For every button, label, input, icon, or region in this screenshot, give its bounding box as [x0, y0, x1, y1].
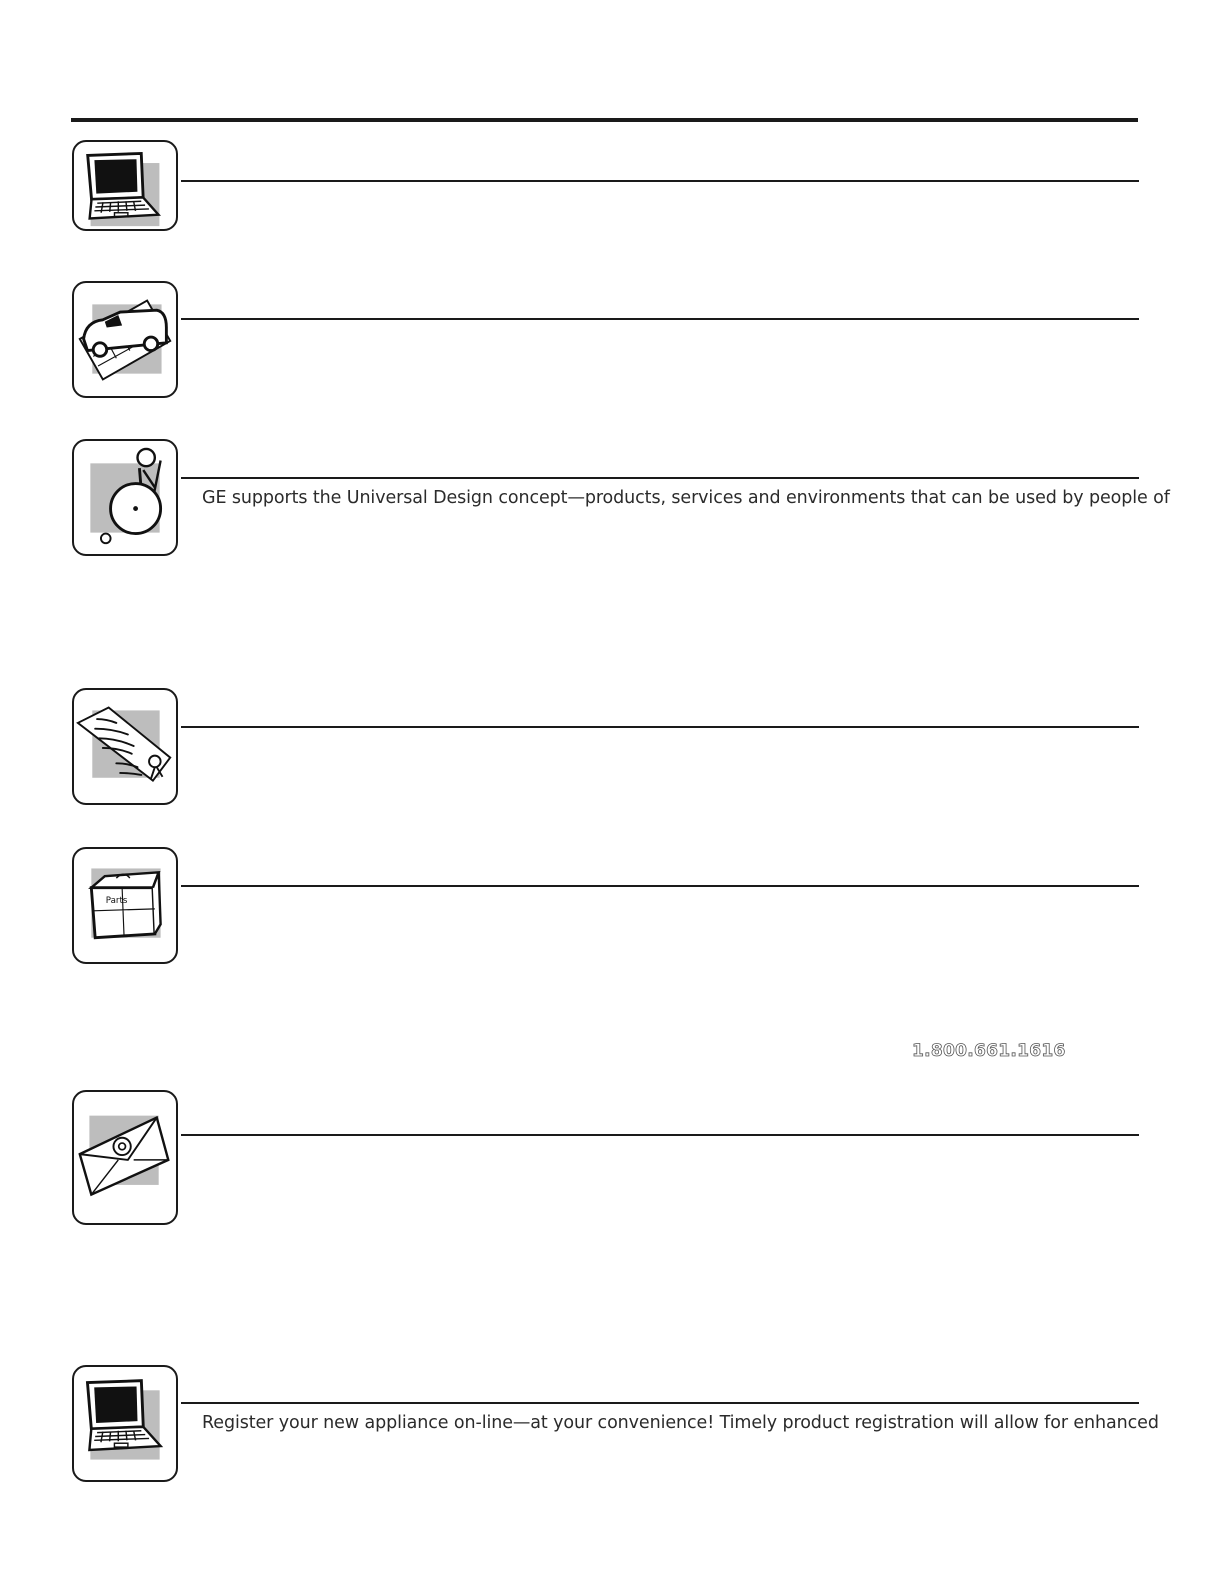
section-rule — [181, 1134, 1139, 1136]
section-rule — [181, 318, 1139, 320]
wheelchair-icon — [72, 439, 178, 556]
section-rule — [181, 726, 1139, 728]
section-rule — [181, 180, 1139, 182]
registration-text: Register your new appliance on-line—at your convenience! Timely product registration will allow for enhanced — [202, 1413, 1159, 1433]
parts-box-icon — [72, 847, 178, 964]
parts-label: Parts — [105, 896, 128, 907]
certificate-icon — [72, 688, 178, 805]
laptop-icon — [72, 1365, 178, 1482]
service-van-icon — [72, 281, 178, 398]
top-rule — [71, 118, 1138, 122]
universal-design-text: GE supports the Universal Design concept—products, services and environments that can be used by people of — [202, 488, 1170, 508]
laptop-icon — [72, 140, 178, 231]
section-rule — [181, 477, 1139, 479]
envelope-at-icon — [72, 1090, 178, 1225]
phone-number: 1.800.661.1616 — [912, 1041, 1066, 1061]
section-rule — [181, 885, 1139, 887]
section-rule — [181, 1402, 1139, 1404]
